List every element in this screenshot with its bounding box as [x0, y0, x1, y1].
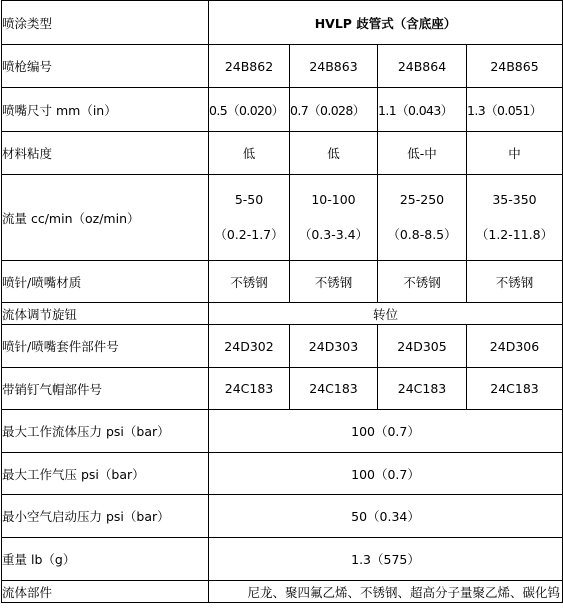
weight-label: 重量 lb（g）: [2, 538, 209, 581]
min-air-start-label: 最小空气启动压力 psi（bar）: [2, 495, 209, 538]
needle-kit-label: 喷针/喷嘴套件部件号: [2, 325, 209, 368]
spray-type-label: 喷涂类型: [2, 1, 209, 45]
needle-material-cell: 不锈钢: [378, 261, 467, 303]
air-cap-cell: 24C183: [209, 368, 290, 410]
wetted-parts-value: 尼龙、聚四氟乙烯、不锈钢、超高分子量聚乙烯、碳化钨: [209, 581, 563, 603]
nozzle-size-label: 喷嘴尺寸 mm（in）: [2, 88, 209, 132]
fluid-knob-label: 流体调节旋钮: [2, 303, 209, 325]
flow-cc: 35-350: [492, 192, 537, 207]
gun-number-cell: 24B865: [467, 45, 563, 88]
spec-table: [1, 0, 563, 603]
row-weight: [2, 538, 563, 581]
max-air-pressure-label: 最大工作气压 psi（bar）: [2, 453, 209, 495]
max-fluid-pressure-value: 100（0.7）: [209, 410, 563, 453]
needle-material-cell: 不锈钢: [209, 261, 290, 303]
min-air-start-value: 50（0.34）: [209, 495, 563, 538]
viscosity-cell: 低-中: [378, 132, 467, 175]
row-gun-number: [2, 45, 563, 88]
row-flow: [2, 175, 563, 261]
spray-type-title: HVLP 歧管式（含底座）: [209, 1, 563, 45]
nozzle-size-cell: 0.5（0.020）: [209, 88, 290, 132]
gun-number-cell: 24B863: [290, 45, 378, 88]
needle-kit-cell: 24D306: [467, 325, 563, 368]
flow-oz: （0.2-1.7）: [214, 227, 284, 242]
flow-cc: 5-50: [234, 192, 264, 207]
row-nozzle-size: [2, 88, 563, 132]
flow-cell: [378, 175, 467, 261]
air-cap-cell: 24C183: [467, 368, 563, 410]
row-max-air-pressure: [2, 453, 563, 495]
gun-number-cell: 24B862: [209, 45, 290, 88]
viscosity-cell: 低: [290, 132, 378, 175]
flow-cc: 10-100: [311, 192, 356, 207]
needle-kit-cell: 24D303: [290, 325, 378, 368]
nozzle-size-cell: 1.3（0.051）: [467, 88, 563, 132]
viscosity-cell: 低: [209, 132, 290, 175]
row-min-air-start: [2, 495, 563, 538]
gun-number-cell: 24B864: [378, 45, 467, 88]
max-fluid-pressure-label: 最大工作流体压力 psi（bar）: [2, 410, 209, 453]
needle-material-cell: 不锈钢: [290, 261, 378, 303]
weight-value: 1.3（575）: [209, 538, 563, 581]
row-viscosity: [2, 132, 563, 175]
needle-kit-cell: 24D302: [209, 325, 290, 368]
flow-cell: [467, 175, 563, 261]
wetted-parts-label: 流体部件: [2, 581, 209, 603]
row-needle-material: [2, 261, 563, 303]
air-cap-cell: 24C183: [378, 368, 467, 410]
flow-oz: （1.2-11.8）: [475, 227, 554, 242]
row-fluid-knob: [2, 303, 563, 325]
fluid-knob-value: 转位: [209, 303, 563, 325]
viscosity-cell: 中: [467, 132, 563, 175]
flow-oz: （0.8-8.5）: [387, 227, 457, 242]
flow-oz: （0.3-3.4）: [298, 227, 369, 242]
row-air-cap: [2, 368, 563, 410]
needle-material-label: 喷针/喷嘴材质: [2, 261, 209, 303]
gun-number-label: 喷枪编号: [2, 45, 209, 88]
needle-kit-cell: 24D305: [378, 325, 467, 368]
row-needle-kit: [2, 325, 563, 368]
flow-label: 流量 cc/min（oz/min）: [2, 175, 209, 261]
row-wetted-parts: [2, 581, 563, 603]
needle-material-cell: 不锈钢: [467, 261, 563, 303]
viscosity-label: 材料粘度: [2, 132, 209, 175]
nozzle-size-cell: 1.1（0.043）: [378, 88, 467, 132]
flow-cell: [290, 175, 378, 261]
max-air-pressure-value: 100（0.7）: [209, 453, 563, 495]
nozzle-size-cell: 0.7（0.028）: [290, 88, 378, 132]
row-max-fluid-pressure: [2, 410, 563, 453]
flow-cell: [209, 175, 290, 261]
flow-cc: 25-250: [399, 192, 445, 207]
row-spray-type: [2, 1, 563, 45]
air-cap-cell: 24C183: [290, 368, 378, 410]
air-cap-label: 带销钉气帽部件号: [2, 368, 209, 410]
